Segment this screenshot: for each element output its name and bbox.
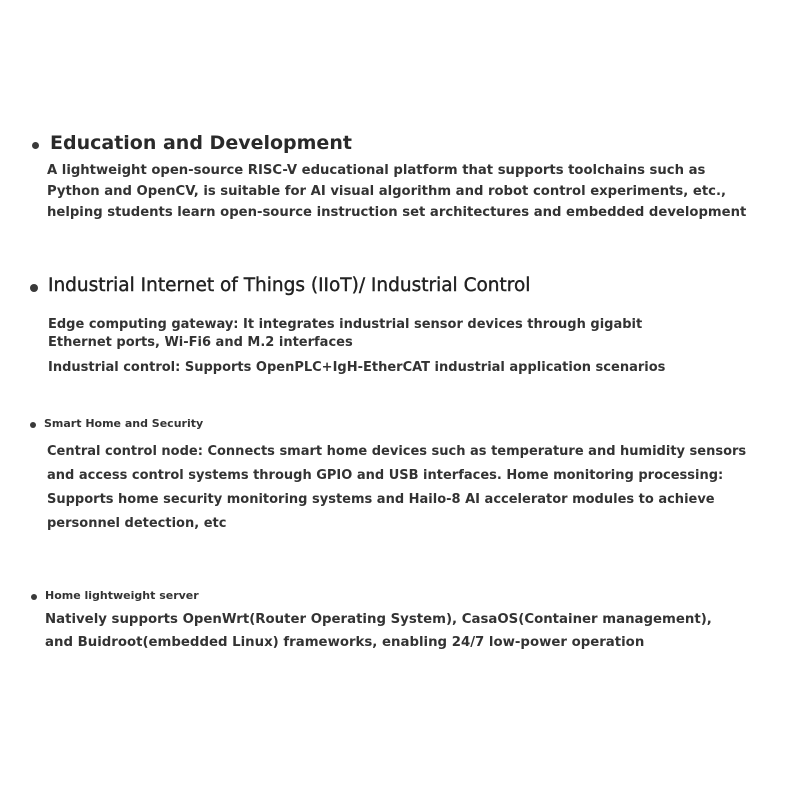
section-title: Home lightweight server <box>45 589 199 602</box>
section-paragraph: Central control node: Connects smart home devices such as temperature and humidity sensors and access control systems through GPIO and USB interfaces. Home monitoring processing: Supports home security monitoring systems and Hailo-8 AI accelerator modules to achieve personnel detection, etc <box>47 444 747 531</box>
section-paragraph-industrial-control: Industrial control: Supports OpenPLC+IgH-EtherCAT industrial application scenarios <box>48 360 666 375</box>
section-title: Industrial Internet of Things (IIoT)/ Industrial Control <box>48 275 531 296</box>
section-paragraph: A lightweight open-source RISC-V educational platform that supports toolchains such as Python and OpenCV, is suitable for AI visual algorithm and robot control experiments, etc., helping students learn open-source instruction set architectures and embedded development <box>47 163 747 220</box>
section-paragraph-edge-gateway: Edge computing gateway: It integrates industrial sensor devices through gigabit Ethernet ports, Wi-Fi6 and M.2 interfaces <box>48 317 643 350</box>
section-home-server <box>0 587 800 667</box>
section-title: Smart Home and Security <box>44 417 204 430</box>
section-smart-home-security <box>0 415 800 531</box>
bullet-icon <box>31 594 37 600</box>
bullet-icon <box>32 142 39 149</box>
bullet-icon <box>30 284 38 292</box>
bullet-icon <box>30 422 36 428</box>
section-industrial-iot <box>0 273 800 393</box>
section-education-development <box>0 130 800 240</box>
section-paragraph: Natively supports OpenWrt(Router Operating System), CasaOS(Container management), and Buidroot(embedded Linux) frameworks, enabling 24/7 low-power operation <box>45 612 712 650</box>
section-title: Education and Development <box>50 132 352 154</box>
